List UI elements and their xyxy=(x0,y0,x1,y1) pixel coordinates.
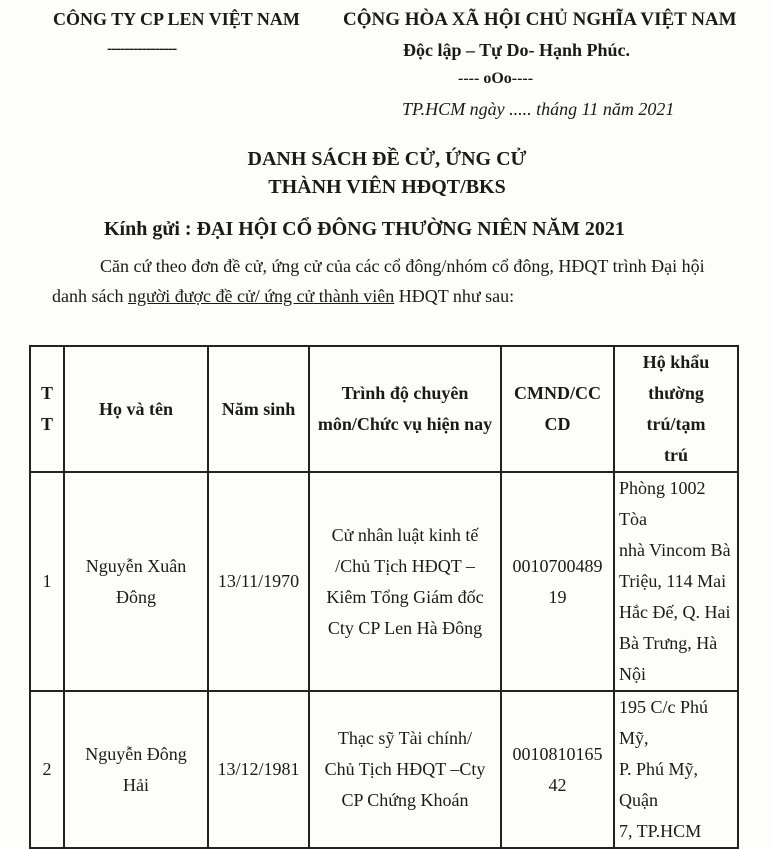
cell-qualification: Thạc sỹ Tài chính/ Chủ Tịch HĐQT –Cty CP Chứng Khoán xyxy=(309,691,501,848)
company-name: CÔNG TY CP LEN VIỆT NAM xyxy=(53,9,300,29)
header-name: Họ và tên xyxy=(64,346,208,472)
intro-paragraph-line-2 xyxy=(52,286,514,307)
header-qualification: Trình độ chuyên môn/Chức vụ hiện nay xyxy=(309,346,501,472)
cell-name: Nguyễn Xuân Đông xyxy=(64,472,208,691)
cell-id-number: 0010810165 42 xyxy=(501,691,614,848)
intro-text-start: danh sách xyxy=(52,286,128,306)
document-title-line-2: THÀNH VIÊN HĐQT/BKS xyxy=(268,176,506,198)
header-tt: T T xyxy=(30,346,64,472)
republic-title: CỘNG HÒA XÃ HỘI CHỦ NGHĨA VIỆT NAM xyxy=(343,9,737,30)
header-residence: Hộ khẩu thường trú/tạm trú xyxy=(614,346,738,472)
cell-birth-year: 13/12/1981 xyxy=(208,691,309,848)
table-row xyxy=(30,691,738,848)
cell-qualification: Cử nhân luật kinh tế /Chủ Tịch HĐQT – Kiêm Tổng Giám đốc Cty CP Len Hà Đông xyxy=(309,472,501,691)
table-row xyxy=(30,472,738,691)
document-title-line-1: DANH SÁCH ĐỀ CỬ, ỨNG CỬ xyxy=(247,148,527,170)
table-header-row xyxy=(30,346,738,472)
cell-residence: Phòng 1002 Tòa nhà Vincom Bà Triệu, 114 Mai Hắc Đế, Q. Hai Bà Trưng, Hà Nội xyxy=(614,472,738,691)
motto-divider: ---- oOo---- xyxy=(458,70,534,87)
company-divider: ---------------- xyxy=(107,40,177,57)
national-motto: Độc lập – Tự Do- Hạnh Phúc. xyxy=(403,40,631,60)
intro-paragraph-line-1: Căn cứ theo đơn đề cử, ứng cử của các cổ đông/nhóm cổ đông, HĐQT trình Đại hội xyxy=(100,256,705,276)
cell-name: Nguyễn Đông Hải xyxy=(64,691,208,848)
intro-underlined-text: người được đề cử/ ứng cử thành viên xyxy=(127,286,395,306)
cell-id-number: 0010700489 19 xyxy=(501,472,614,691)
header-birth-year: Năm sinh xyxy=(208,346,309,472)
cell-birth-year: 13/11/1970 xyxy=(208,472,309,691)
header-id-number: CMND/CC CD xyxy=(501,346,614,472)
recipient: Kính gửi : ĐẠI HỘI CỔ ĐÔNG THƯỜNG NIÊN NĂM 2021 xyxy=(104,218,625,240)
candidate-table xyxy=(29,345,739,849)
cell-residence: 195 C/c Phú Mỹ, P. Phú Mỹ, Quận 7, TP.HCM xyxy=(614,691,738,848)
document-date: TP.HCM ngày ..... tháng 11 năm 2021 xyxy=(402,99,675,119)
cell-tt: 2 xyxy=(30,691,64,848)
intro-text-end: HĐQT như sau: xyxy=(394,286,515,306)
cell-tt: 1 xyxy=(30,472,64,691)
